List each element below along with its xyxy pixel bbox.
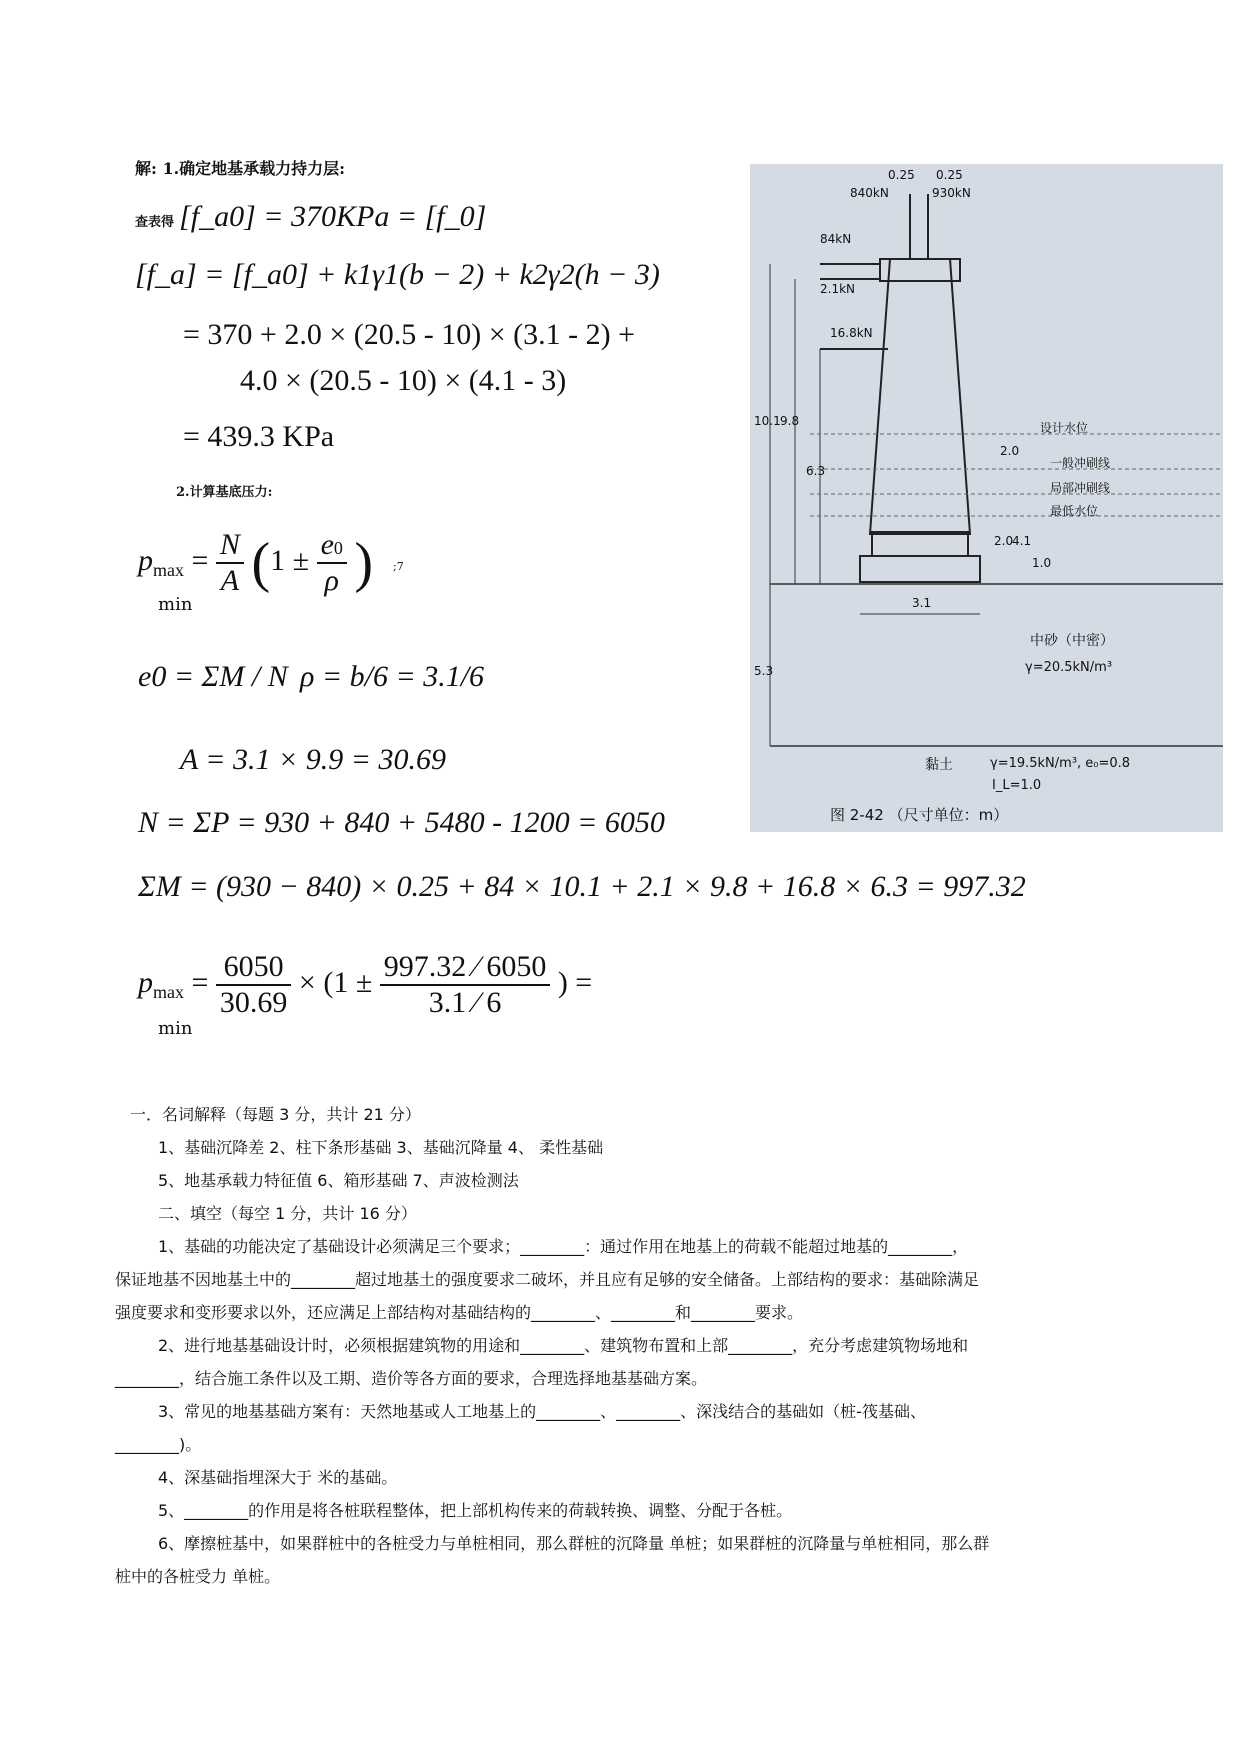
load-label-2-1: 2.1kN — [820, 282, 856, 296]
soil2-il: I_L=1.0 — [992, 778, 1042, 793]
level-design-water: 设计水位 — [1040, 421, 1089, 435]
load-label-84: 84kN — [820, 232, 852, 246]
final-inner-fraction: $\frac{997.32 ⁄ 6050}{3.1 ⁄ 6}$ — [380, 950, 551, 1020]
part1-line1: 1、基础沉降差 2、柱下条形基础 3、基础沉降量 4、 柔性基础 — [158, 1138, 604, 1157]
dim-3-1: 3.1 — [912, 596, 932, 610]
calc-line2: 4.0 × (20.5 - 10) × (4.1 - 3) — [240, 364, 567, 397]
lookup-line — [135, 200, 486, 234]
dim-4-1: 4.1 — [1012, 534, 1032, 548]
dim-6-3: 6.3 — [806, 464, 826, 478]
load-label-840: 840kN — [850, 186, 889, 200]
step2-title: 2.计算基底压力: — [176, 485, 273, 500]
lookup-formula: [f_a0] = 370KPa = [f_0] — [179, 200, 487, 233]
dim-2-0b: 2.0 — [994, 534, 1014, 548]
pmax-formula: $p_{max}$ = $\frac{N}{A}$ (1 ± $\frac{e0}{\rho}$ ) — [138, 528, 374, 597]
pmax-symbol: p — [138, 543, 153, 577]
q6-line2: 桩中的各桩受力 单桩。 — [115, 1567, 281, 1586]
final-fraction: $\frac{6050}{30.69}$ — [216, 950, 292, 1020]
soil2-props: γ=19.5kN/m³, e₀=0.8 — [990, 756, 1131, 771]
final-sub-min: min — [158, 1018, 193, 1039]
e0-over-rho: $\frac{e0}{\rho}$ — [317, 528, 347, 598]
load-label-16-8: 16.8kN — [830, 326, 873, 340]
q3-line1: 3、常见的地基基础方案有：天然地基或人工地基上的________、________、深浅结合的基础如（桩-筏基础、 — [158, 1402, 926, 1421]
part2-title: 二、填空（每空 1 分，共计 16 分） — [158, 1204, 417, 1223]
dim-10-1: 10.1 — [754, 414, 781, 428]
load-label-025a: 0.25 — [888, 168, 915, 182]
dim-1-0: 1.0 — [1032, 556, 1052, 570]
q5-line1: 5、________的作用是将各桩联程整体，把上部机构传来的荷载转换、调整、分配于各桩。 — [158, 1501, 793, 1520]
n-over-a: $\frac{N}{A}$ — [216, 528, 244, 598]
step1-title: 解: 1.确定地基承载力持力层: — [135, 159, 346, 178]
q1-line2: 保证地基不因地基土中的________超过地基土的强度要求二破坏，并且应有足够的安全储备。上部结构的要求：基础除满足 — [115, 1270, 980, 1289]
part1-title: 一．名词解释（每题 3 分，共计 21 分） — [130, 1105, 421, 1124]
q6-line1: 6、摩擦桩基中，如果群桩中的各桩受力与单桩相同，那么群桩的沉降量 单桩；如果群桩的沉降量与单桩相同，那么群 — [158, 1534, 990, 1553]
load-label-025b: 0.25 — [936, 168, 963, 182]
q1-line3: 强度要求和变形要求以外，还应满足上部结构对基础结构的________、________和________要求。 — [115, 1303, 804, 1322]
dim-5-3: 5.3 — [754, 664, 774, 678]
rho-formula: ρ = b/6 = 3.1/6 — [300, 660, 485, 693]
soil1-gamma: γ=20.5kN/m³ — [1025, 660, 1113, 675]
level-lowest-water: 最低水位 — [1050, 504, 1099, 518]
part1-line2: 5、地基承载力特征值 6、箱形基础 7、声波检测法 — [158, 1171, 519, 1190]
q2-line2: ________，结合施工条件以及工期、造价等各方面的要求，合理选择地基基础方案。 — [115, 1369, 708, 1388]
level-general-scour: 一般冲刷线 — [1050, 456, 1111, 470]
level-local-scour: 局部冲刷线 — [1050, 481, 1111, 495]
area-formula: A = 3.1 × 9.9 = 30.69 — [180, 743, 447, 776]
dim-2-0a: 2.0 — [1000, 444, 1020, 458]
q4-line1: 4、深基础指埋深大于 米的基础。 — [158, 1468, 398, 1487]
m-formula: ΣM = (930 − 840) × 0.25 + 84 × 10.1 + 2.1 × 9.8 + 16.8 × 6.3 = 997.32 — [138, 870, 1026, 903]
fa-formula: [f_a] = [f_a0] + k1γ1(b − 2) + k2γ2(h − 3) — [135, 258, 660, 291]
load-label-930: 930kN — [932, 186, 971, 200]
pier-drawing — [750, 164, 1223, 832]
calc-result: = 439.3 KPa — [183, 420, 335, 453]
pmax-sub-max: max — [153, 559, 184, 580]
q3-line2: ________)。 — [115, 1435, 202, 1454]
figure-caption: 图 2-42 （尺寸单位：m） — [830, 806, 1009, 824]
eq-note: ;7 — [393, 560, 404, 573]
pmax-sub-min: min — [158, 594, 193, 615]
e0-formula: e0 = ΣM / N — [138, 660, 288, 693]
final-formula: $p_{max}$ = $\frac{6050}{30.69}$ × (1 ± $\frac{997.32 ⁄ 6050}{3.1 ⁄ 6}$ ) = — [138, 950, 593, 1019]
calc-line1: = 370 + 2.0 × (20.5 - 10) × (3.1 - 2) + — [183, 318, 636, 351]
lookup-prefix: 查表得 — [135, 215, 175, 230]
soil2-name: 黏土 — [925, 757, 953, 773]
pier-figure — [750, 164, 1223, 832]
q1-line1: 1、基础的功能决定了基础设计必须满足三个要求；________：通过作用在地基上的荷载不能超过地基的________， — [158, 1237, 969, 1256]
n-formula: N = ΣP = 930 + 840 + 5480 - 1200 = 6050 — [138, 806, 665, 839]
q2-line1: 2、进行地基基础设计时，必须根据建筑物的用途和________、建筑物布置和上部________，充分考虑建筑物场地和 — [158, 1336, 969, 1355]
soil1-name: 中砂（中密） — [1030, 633, 1114, 649]
dim-9-8: 9.8 — [780, 414, 800, 428]
